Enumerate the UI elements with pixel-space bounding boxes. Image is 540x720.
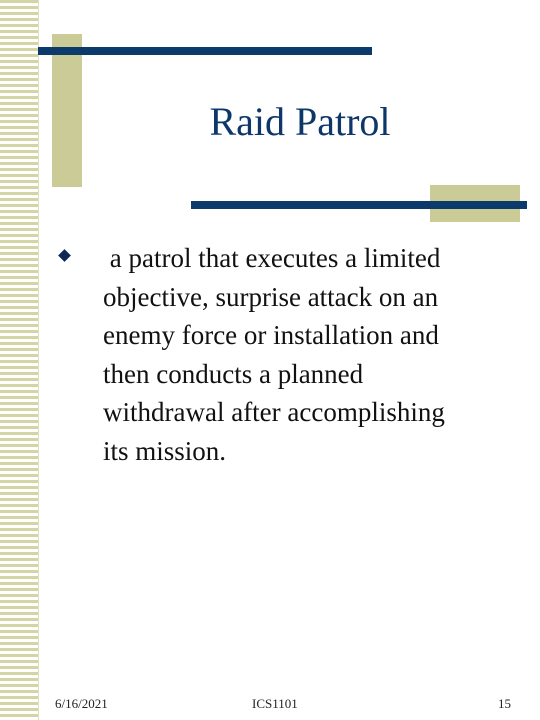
- body-line: then conducts a planned: [103, 358, 364, 389]
- left-striped-border: [0, 0, 39, 720]
- slide-title: Raid Patrol: [209, 99, 391, 144]
- body-line: withdrawal after accomplishing: [103, 397, 445, 427]
- decor-navy-bar-bottom: [191, 201, 527, 209]
- decor-navy-bar-top: [38, 47, 372, 55]
- footer-course: ICS1101: [252, 696, 298, 711]
- decor-olive-block-top: [52, 34, 82, 187]
- slide-body-text: [103, 239, 523, 470]
- body-line: its mission.: [103, 435, 227, 466]
- diamond-bullet-icon: [58, 249, 71, 262]
- body-line: enemy force or installation and: [103, 320, 439, 350]
- footer-date: 6/16/2021: [55, 696, 108, 711]
- body-line: a patrol that executes a limited: [103, 243, 441, 273]
- footer-page-number: 15: [498, 696, 511, 711]
- body-line: objective, surprise attack on an: [103, 281, 439, 312]
